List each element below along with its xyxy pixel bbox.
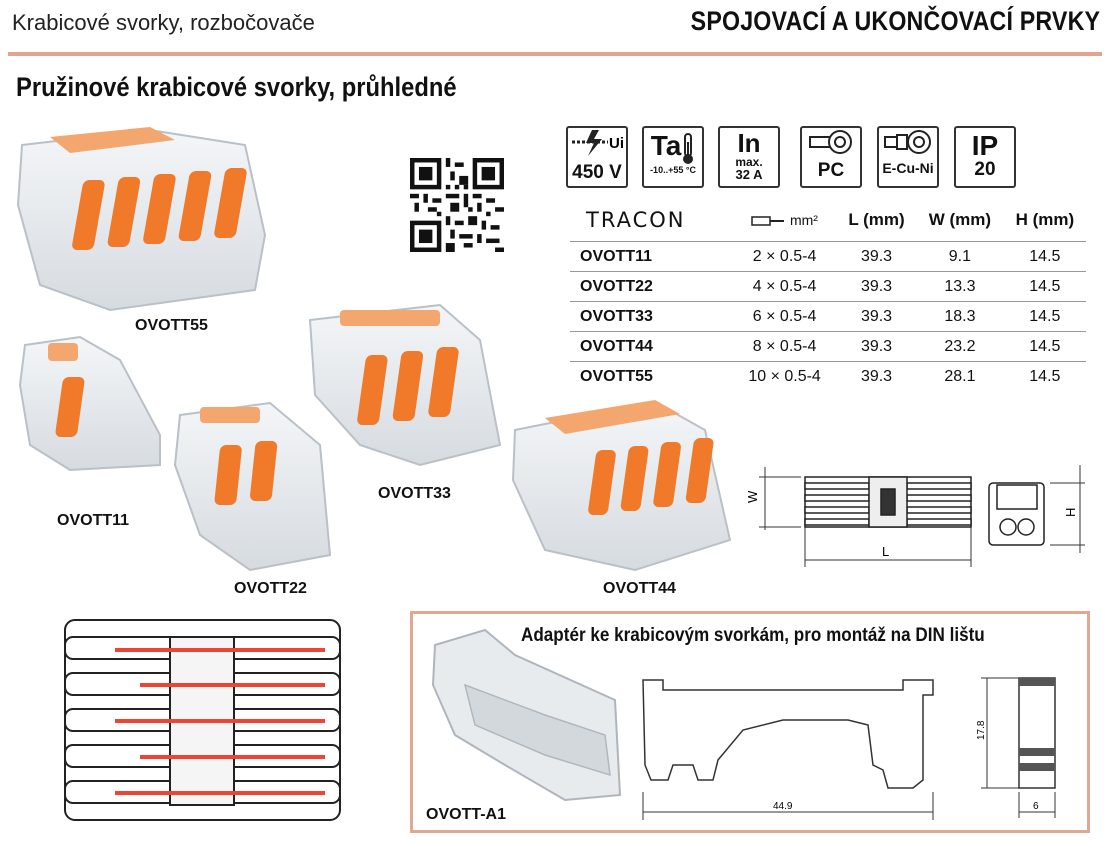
voltage-value: 450 V xyxy=(572,162,622,183)
product-label-ovott55: OVOTT55 xyxy=(135,317,208,334)
product-photos xyxy=(0,115,560,615)
adapter-photo xyxy=(425,625,625,805)
adapter-side-drawing xyxy=(975,668,1065,823)
dim-w: W xyxy=(745,490,760,503)
cable-lug-icon xyxy=(883,128,933,156)
current-value: 32 A xyxy=(735,167,763,182)
table-row: OVOTT55 10 × 0.5-4 39.3 28.1 14.5 xyxy=(570,362,1086,392)
conductor-value: E-Cu-Ni xyxy=(882,160,934,176)
col-height: H (mm) xyxy=(1015,210,1075,229)
table-row: OVOTT44 8 × 0.5-4 39.3 23.2 14.5 xyxy=(570,332,1086,362)
temperature-value: -10..+55 °C xyxy=(650,165,696,175)
current-symbol: In xyxy=(737,128,761,158)
ip-icon xyxy=(954,126,1016,188)
brand-logo: TRACON xyxy=(586,208,686,232)
svg-text:Ui: Ui xyxy=(609,135,624,152)
adapter-width-dim: 44.9 xyxy=(773,801,793,812)
ip-symbol: IP xyxy=(971,130,999,161)
ip-value: 20 xyxy=(974,159,996,180)
conductor-icon xyxy=(877,126,939,188)
product-image-ovott22 xyxy=(175,403,330,570)
voltage-icon xyxy=(566,126,628,188)
col-wire: mm² xyxy=(732,205,837,242)
dimension-drawing xyxy=(745,455,1090,580)
table-row: OVOTT11 2 × 0.5-4 39.3 9.1 14.5 xyxy=(570,242,1086,272)
lightning-icon xyxy=(568,128,626,158)
material-icon xyxy=(800,126,862,188)
page-title: Pružinové krabicové svorky, průhledné xyxy=(16,72,457,102)
product-image-ovott44 xyxy=(505,390,735,580)
col-width: W (mm) xyxy=(928,210,992,229)
adapter-depth-dim: 6 xyxy=(1033,801,1039,812)
temperature-symbol: Ta xyxy=(650,130,682,161)
dim-h: H xyxy=(1063,507,1078,517)
current-max: max. xyxy=(735,155,763,169)
product-label-ovott22: OVOTT22 xyxy=(234,580,307,597)
adapter-height-dim: 17.8 xyxy=(976,720,987,740)
product-label-ovott44: OVOTT44 xyxy=(603,580,676,597)
product-image-ovott11 xyxy=(20,337,160,470)
product-image-ovott55 xyxy=(18,127,265,310)
spec-table xyxy=(570,205,1086,391)
ring-terminal-icon xyxy=(806,128,856,156)
dim-l: L xyxy=(882,544,890,559)
product-label-ovott33: OVOTT33 xyxy=(378,485,451,502)
table-row: OVOTT33 6 × 0.5-4 39.3 18.3 14.5 xyxy=(570,302,1086,332)
temperature-icon xyxy=(642,126,704,188)
thermometer-icon xyxy=(681,132,695,166)
product-label-ovott11: OVOTT11 xyxy=(57,512,130,529)
din-assembly-drawing xyxy=(55,615,345,830)
table-header xyxy=(570,205,1086,242)
adapter-code: OVOTT-A1 xyxy=(426,806,507,823)
header-divider xyxy=(8,52,1102,56)
col-length: L (mm) xyxy=(848,210,905,229)
adapter-title: Adaptér ke krabicovým svorkám, pro montáž na DIN lištu xyxy=(521,625,985,646)
product-image-ovott33 xyxy=(310,305,500,465)
table-row: OVOTT22 4 × 0.5-4 39.3 13.3 14.5 xyxy=(570,272,1086,302)
wire-icon xyxy=(751,215,785,227)
material-value: PC xyxy=(817,160,845,181)
current-icon xyxy=(718,126,780,188)
section-title: SPOJOVACÍ A UKONČOVACÍ PRVKY xyxy=(690,6,1100,36)
adapter-profile-drawing xyxy=(633,670,963,825)
category-title: Krabicové svorky, rozbočovače xyxy=(12,10,315,35)
